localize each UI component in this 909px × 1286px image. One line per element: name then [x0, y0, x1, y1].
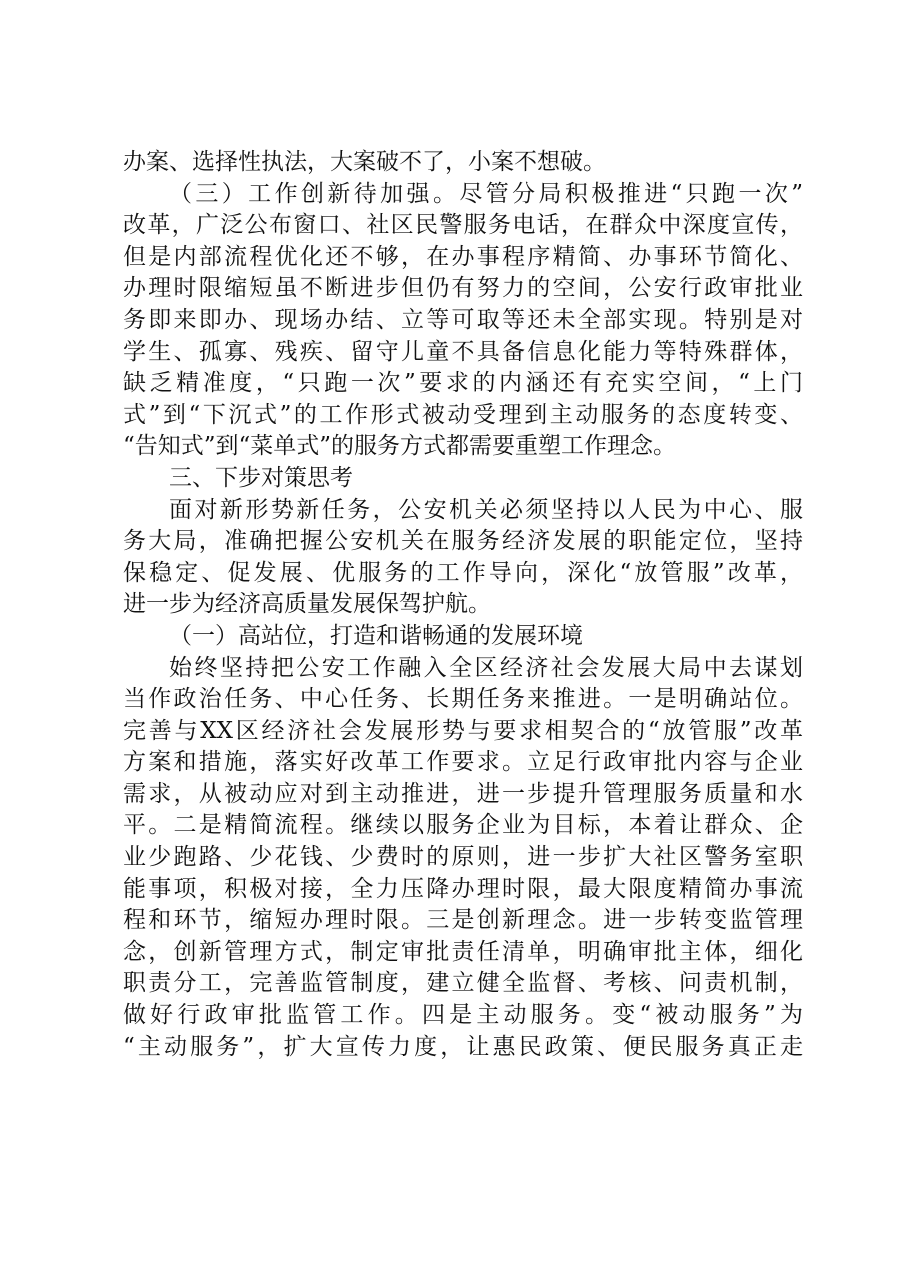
text-line: 做好行政审批监管工作。四是主动服务。变“被动服务”为	[123, 1002, 803, 1029]
text-line: 办理时限缩短虽不断进步但仍有努力的空间，公安行政审批业	[123, 275, 803, 302]
text-line: 务大局，准确把握公安机关在服务经济发展的职能定位，坚持	[123, 528, 803, 555]
text-line: 保稳定、促发展、优服务的工作导向，深化“放管服”改革，	[123, 559, 803, 586]
text-line: 念，创新管理方式，制定审批责任清单，明确审批主体，细化	[123, 938, 803, 965]
text-line: 方案和措施，落实好改革工作要求。立足行政审批内容与企业	[123, 749, 803, 776]
text-line: 但是内部流程优化还不够，在办事程序精简、办事环节简化、	[123, 243, 803, 270]
text-line: “告知式”到“菜单式”的服务方式都需要重塑工作理念。	[123, 433, 677, 460]
text-line: 程和环节，缩短办理时限。三是创新理念。进一步转变监管理	[123, 907, 803, 934]
text-line: 式”到“下沉式”的工作形式被动受理到主动服务的态度转变、	[123, 401, 803, 428]
text-line: （三）工作创新待加强。尽管分局积极推进“只跑一次”	[169, 180, 803, 207]
text-line: 完善与XX区经济社会发展形势与要求相契合的“放管服”改革	[123, 717, 803, 744]
text-line: 能事项，积极对接，全力压降办理时限，最大限度精简办事流	[123, 875, 803, 902]
text-line: 当作政治任务、中心任务、长期任务来推进。一是明确站位。	[123, 686, 803, 713]
text-line: 需求，从被动应对到主动推进，进一步提升管理服务质量和水	[123, 780, 803, 807]
text-line: 进一步为经济高质量发展保驾护航。	[123, 591, 491, 618]
body-text	[123, 147, 803, 1063]
text-line: 平。二是精简流程。继续以服务企业为目标，本着让群众、企	[123, 812, 803, 839]
text-line: （一）高站位，打造和谐畅通的发展环境	[169, 622, 583, 649]
text-line: 三、下步对策思考	[169, 464, 353, 491]
text-line: 职责分工，完善监管制度，建立健全监督、考核、问责机制，	[123, 970, 803, 997]
text-line: 改革，广泛公布窗口、社区民警服务电话，在群众中深度宣传，	[123, 212, 803, 239]
text-line: 业少跑路、少花钱、少费时的原则，进一步扩大社区警务室职	[123, 844, 803, 871]
text-line: 始终坚持把公安工作融入全区经济社会发展大局中去谋划	[169, 654, 803, 681]
text-line: “主动服务”，扩大宣传力度，让惠民政策、便民服务真正走	[123, 1033, 803, 1060]
text-line: 务即来即办、现场办结、立等可取等还未全部实现。特别是对	[123, 306, 803, 333]
text-line: 学生、孤寡、残疾、留守儿童不具备信息化能力等特殊群体，	[123, 338, 803, 365]
text-line: 面对新形势新任务，公安机关必须坚持以人民为中心、服	[169, 496, 803, 523]
text-line: 办案、选择性执法，大案破不了，小案不想破。	[123, 149, 606, 175]
text-line: 缺乏精准度，“只跑一次”要求的内涵还有充实空间，“上门	[123, 370, 803, 397]
